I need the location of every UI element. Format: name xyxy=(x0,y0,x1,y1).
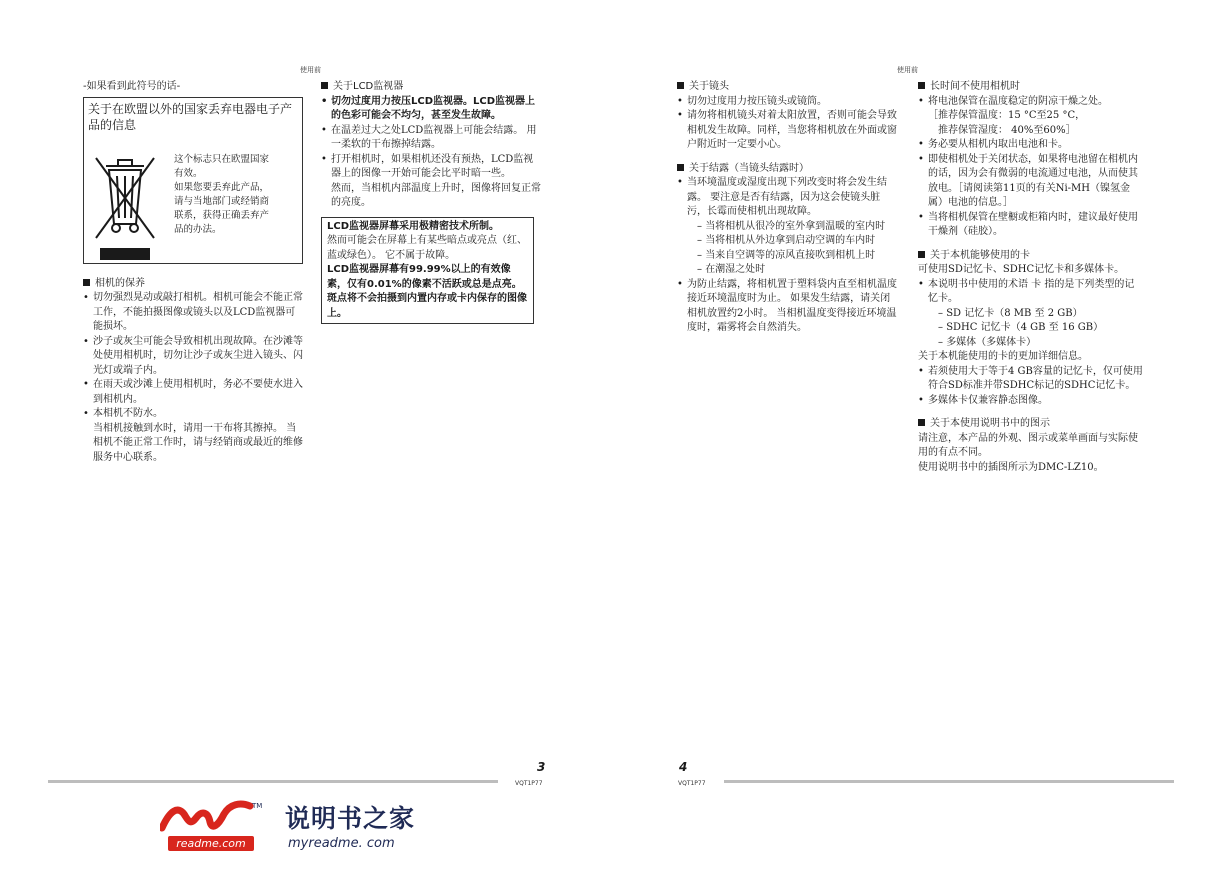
right-column-1 xyxy=(677,80,899,336)
footer-rule xyxy=(724,780,1174,783)
square-bullet-icon xyxy=(918,419,925,426)
page-number: 3 xyxy=(537,760,546,774)
illustrations-note: 请注意，本产品的外观、图示或菜单画面与实际使用的有点不同。 xyxy=(918,432,1138,458)
list-item: • 本说明书中使用的术语 卡 指的是下列类型的记忆卡。 – SD 记忆卡（8 MB 至 2 GB） – SDHC 记忆卡（4 GB 至 16 GB） – 多媒体（多媒体卡） xyxy=(918,278,1143,351)
weee-notice-box xyxy=(83,97,303,264)
dash-item: – 当来自空调等的凉风直接吹到相机上时 xyxy=(697,249,876,261)
running-head: 使用前 xyxy=(300,66,321,74)
square-bullet-icon xyxy=(918,251,925,258)
camera-care-list xyxy=(83,291,305,465)
right-column-2 xyxy=(918,80,1143,475)
illustrations-model: 使用说明书中的插图所示为DMC-LZ10。 xyxy=(918,461,1104,473)
cards-more: 关于本机能使用的卡的更加详细信息。 xyxy=(918,351,1088,362)
crossed-out-wheelie-bin-icon xyxy=(94,156,156,262)
square-bullet-icon xyxy=(677,164,684,171)
weee-title: 关于在欧盟以外的国家丢弃电器电子产品的信息 xyxy=(88,101,293,132)
dash-item: – SD 记忆卡（8 MB 至 2 GB） xyxy=(938,307,1083,319)
section-title-storage: 长时间不使用相机时 xyxy=(918,80,1143,95)
cards-list xyxy=(918,278,1143,351)
list-item: • 在雨天或沙滩上使用相机时，务必不要使水进入到相机内。 xyxy=(83,378,305,407)
right-page xyxy=(614,0,1228,869)
list-item: • 切勿强烈晃动或敲打相机。相机可能会不能正常工作，不能拍摄图像或镜头以及LCD监视器可能损坏。 xyxy=(83,291,305,335)
section-title-illustrations: 关于本使用说明书中的图示 xyxy=(918,417,1143,432)
left-column-2 xyxy=(321,80,543,324)
storage-list xyxy=(918,95,1143,240)
list-item: • 切勿过度用力按压镜头或镜筒。 xyxy=(677,95,899,110)
brand-chinese-name: 说明书之家 xyxy=(285,804,416,833)
doc-code: VQT1P77 xyxy=(515,780,543,787)
list-item: • 在温差过大之处LCD监视器上可能会结露。 用一柔软的干布擦掉结露。 xyxy=(321,124,543,153)
footer-rule xyxy=(48,780,498,783)
list-item: • 若须使用大于等于4 GB容量的记忆卡，仅可使用符合SD标准并带SDHC标记的SDHC记忆卡。 xyxy=(918,365,1143,394)
brand-url: myreadme. com xyxy=(288,836,395,851)
myreadme-logo xyxy=(160,800,430,855)
list-item: • 切勿过度用力按压LCD监视器。LCD监视器上的色彩可能会不均匀，甚至发生故障。 xyxy=(321,95,543,124)
section-title-camera-care: 相机的保养 xyxy=(83,277,305,292)
list-item: • 务必要从相机内取出电池和卡。 xyxy=(918,138,1143,153)
list-item: • 请勿将相机镜头对着太阳放置，否则可能会导致相机发生故障。同样，当您将相机放在外面或窗户附近时一定要小心。 xyxy=(677,109,899,153)
list-item: • 多媒体卡仅兼容静态图像。 xyxy=(918,394,1143,409)
list-item: • 当将相机保管在壁橱或柜箱内时，建议最好使用干燥剂（硅胶）。 xyxy=(918,211,1143,240)
lcd-list xyxy=(321,95,543,211)
list-item: • 打开相机时，如果相机还没有预热，LCD监视器上的图像一开始可能会比平时暗一些。 然而，当相机内部温度上升时，图像将回复正常的亮度。 xyxy=(321,153,543,211)
dash-item: – SDHC 记忆卡（4 GB 至 16 GB） xyxy=(938,322,1104,333)
list-item: • 为防止结露，将相机置于塑料袋内直至相机温度接近环境温度时为止。 如果发生结露，请关闭相机放置约2小时。 当相机温度变得接近环境温度时，霜雾将会自然消失。 xyxy=(677,278,899,336)
doc-code: VQT1P77 xyxy=(678,780,706,787)
list-item: • 本相机不防水。 当相机接触到水时，请用一干布将其擦掉。 当相机不能正常工作时，请与经销商或最近的维修服务中心联系。 xyxy=(83,407,305,465)
dash-item: – 当将相机从外边拿到启动空调的车内时 xyxy=(697,235,876,246)
section-title-lens: 关于镜头 xyxy=(677,80,899,95)
section-title-condensation: 关于结露（当镜头结露时） xyxy=(677,162,899,177)
trademark-mark: TM xyxy=(252,802,263,810)
section-title-lcd: 关于LCD监视器 xyxy=(321,80,543,95)
section-title-cards: 关于本机能够使用的卡 xyxy=(918,249,1143,264)
weee-text: 这个标志只在欧盟国家 有效。 如果您要丢弃此产品， 请与当地部门或经销商 联系，获得正确丢弃产 品的办法。 xyxy=(174,153,270,235)
condensation-list xyxy=(677,176,899,336)
readme-box: readme.com xyxy=(168,836,254,851)
list-item: • 沙子或灰尘可能会导致相机出现故障。在沙滩等处使用相机时，切勿让沙子或灰尘进入镜头、闪光灯或端子内。 xyxy=(83,335,305,379)
square-bullet-icon xyxy=(677,82,684,89)
dash-item: – 在潮湿之处时 xyxy=(697,264,766,275)
lcd-notice-box: LCD监视器屏幕采用极精密技术所制。 然而可能会在屏幕上有某些暗点或亮点（红、蓝或绿色）。 它不属于故障。 LCD监视器屏幕有99.99%以上的有效像素，仅有0.01%的像素不活跃或总是点亮。 斑点将不会拍摄到内置内存或卡内保存的图像上。 xyxy=(321,217,534,325)
square-bullet-icon xyxy=(83,279,90,286)
lens-list xyxy=(677,95,899,153)
list-item: • 即使相机处于关闭状态，如果将电池留在相机内的话，因为会有微弱的电流通过电池，从而使其放电。［请阅读第11页的有关Ni-MH（镍氢金属）电池的信息。］ xyxy=(918,153,1143,211)
list-item: • 将电池保管在温度稳定的阴凉干燥之处。 ［推荐保管温度：15 °C至25 °C， 推荐保管湿度： 40%至60%］ xyxy=(918,95,1143,139)
weee-intro: -如果看到此符号的话- xyxy=(83,81,181,92)
running-head: 使用前 xyxy=(897,66,918,74)
dash-item: – 当将相机从很冷的室外拿到温暖的室内时 xyxy=(697,220,886,232)
square-bullet-icon xyxy=(918,82,925,89)
cards-intro: 可使用SD记忆卡、SDHC记忆卡和多媒体卡。 xyxy=(918,264,1125,275)
dash-item: – 多媒体（多媒体卡） xyxy=(938,336,1037,348)
cards-list-2 xyxy=(918,365,1143,409)
page-number: 4 xyxy=(679,760,688,774)
square-bullet-icon xyxy=(321,82,328,89)
list-item: • 当环境温度或湿度出现下列改变时将会发生结露。 要注意是否有结露，因为这会使镜头脏污，长霉而使相机出现故障。 – 当将相机从很冷的室外拿到温暖的室内时 – 当将相机从外边拿到启动空调的车内时 – 当来自空调等的凉风直接吹到相机上时 – 在潮湿之处时 xyxy=(677,176,899,278)
left-column-1 xyxy=(83,80,305,465)
